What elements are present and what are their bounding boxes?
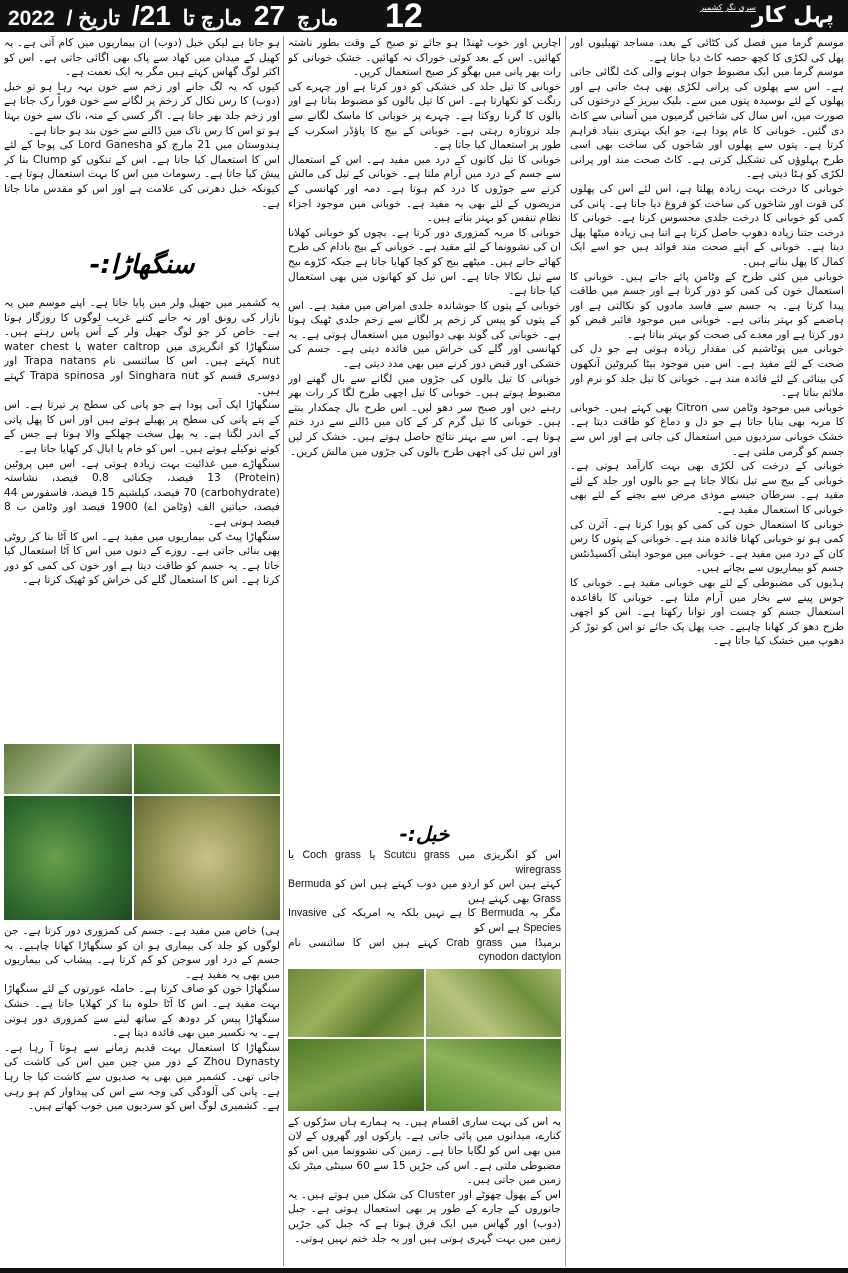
left-column-middle [4,296,280,740]
intro-line [288,906,561,935]
paragraph: خوبانی کا تیل بالوں کی جڑوں میں لگانے سے بال گھنے اور مضبوط ہوتے ہیں۔ خوبانی کا تیل اچھی طرح لگا کر رات بھر رہنے دیں اور صبح سر دھو لیں۔ اس طرح بال چمکدار بنتے ہیں۔ خوبانی کا تیل گرم کر کے کان میں ڈالنے سے درد ختم ہوتا ہے۔ اس سے بہتر نتائج حاصل ہوتے ہیں۔ خشک کر لیں اور اس تیل کی اچھی طرح بالوں کی جڑوں میں مالش کریں۔ [288,372,561,458]
paragraph: ہڈیوں کی مضبوطی کے لئے بھی خوبانی مفید ہے۔ خوبانی کا جوس پینے سے بخار میں آرام ملتا ہے۔ خوبانی کا باقاعدہ استعمال جسم کو چست اور توانا رکھتا ہے۔ اس کو اچھی طرح دھو کر کھانا چاہیے۔ جب پھل پک جائے تو اس کو توڑ کر دھوپ میں خشک کیا جاتا ہے۔ [570,576,844,648]
text: مگر یہ [529,907,561,920]
grass-photo-4 [426,1039,562,1111]
date-label: تاریخ [78,7,121,30]
intro-line [288,877,561,906]
singhara-photo-2 [134,744,280,794]
term: Bermuda [480,907,524,920]
text: کہتے ہیں اس کو اردو میں دوب کہتے ہیں اس کو [335,878,561,891]
section-heading-khabal: خبل:- [399,822,450,846]
text: بھی کہتے ہیں [467,892,530,905]
term: wiregrass [515,863,561,876]
intro-line: اس کو انگریزی میں Scutcu grass یا Coch grass یا wiregrass [288,849,561,876]
grass-photo-2 [426,969,562,1037]
text: کہتے ہیں اس کا سائنسی نام [288,936,439,949]
paragraph: ہی) خاص میں مفید ہے۔ جسم کی کمزوری دور کرتا ہے۔ جن لوگوں کو جلد کی بیماری ہو ان کو سنگھاڑا کھانا چاہیے۔ یہ جسم کے درد اور سوجن کو کم کرتا ہے۔ پیشاب کی بیماریوں میں بھی یہ مفید ہے۔ [4,925,280,981]
paragraph: خوبانی کا استعمال خون کی کمی کو پورا کرتا ہے۔ آئرن کی کمی ہو تو خوبانی کھانا فائدہ مند ہے۔ خوبانی کے پتوں کا رس کان کے درد میں مفید ہے۔ خوبانی میں موجود اینٹی آکسیڈنٹس جسم کو بیماریوں سے بچاتے ہیں۔ [570,518,844,575]
text: برمیڈا میں [510,936,561,949]
middle-column-bottom [288,1115,561,1266]
grass-photo-grid [288,969,561,1111]
paragraph: اس کے پھول چھوٹے اور Cluster کی شکل میں ہوتے ہیں۔ یہ جانوروں کے چارے کے طور پر بھی استعمال ہوتی ہے۔ جبل (دوب) اور گھاس میں ایک فرق ہوتا ہے کہ جبل کی جڑیں زمین میں بہت گہری ہوتی ہیں اور یہ جلد ختم نہیں ہوتی۔ [288,1188,561,1245]
paragraph: خوبانی میں کئی طرح کے وٹامن پائے جاتے ہیں۔ خوبانی کا استعمال خون کی کمی کو دور کرتا ہے اور جسم میں طاقت پیدا کرتا ہے۔ یہ جسم سے فاسد مادوں کو نکالتی ہے اور ہاضمے کو بہتر بناتی ہے۔ خوبانی میں موجود فائبر قبض کو دور کرتا ہے اور معدے کی صحت کو بہتر بناتا ہے۔ [570,270,844,341]
term: Coch grass [302,849,361,861]
text: ہے اس کو [474,921,520,934]
newspaper-logo: پہل کار [751,3,834,28]
left-column-bottom [4,924,280,1266]
paragraph: سنگھاڑا کا استعمال بہت قدیم زمانے سے ہوتا آ رہا ہے۔ Zhou Dynasty کے دور میں چین میں اس کی کاشت کی جاتی تھی۔ کشمیر میں بھی یہ صدیوں سے کاشت کیا جا رہا ہے۔ پانی کی آلودگی کی وجہ سے اس کی پیداوار کم ہو رہی ہے۔ کشمیری لوگ اس کو سردیوں میں خوب کھاتے ہیں۔ [4,1041,280,1113]
paragraph: خوبانی کا تیل جلد کی خشکی کو دور کرتا ہے اور چہرے کی رنگت کو نکھارتا ہے۔ اس کا تیل بالوں کو مضبوط بناتا ہے اور بالوں کا گرنا روکتا ہے۔ چہرے پر خوبانی کا ماسک لگانے سے جلد تروتازہ رہتی ہے۔ خوبانی کے بیج کا پاؤڈر اسکرب کے طور پر استعمال کیا جاتا ہے۔ [288,80,561,152]
paragraph: سنگھاڑے میں غذائیت بہت زیادہ ہوتی ہے۔ اس میں پروٹین (Protein) 13 فیصد، چکنائی 0.8 فیصد، نشاستہ (carbohydrate) 70 فیصد، کیلشیم 15 فیصد، فاسفورس 44 فیصد، حیاتین الف (وٹامن اے) 1900 فیصد اور وٹامن ب 8 فیصد ہوتی ہے۔ [4,457,280,528]
singhara-nuts-photo [134,796,280,920]
issue-date [8,0,344,35]
paragraph: خوبانی کے درخت کی لکڑی بھی بہت کارآمد ہوتی ہے۔ خوبانی کے بیج سے تیل نکالا جاتا ہے جو بالوں اور جلد کے لئے مفید ہے۔ سرطان جیسے موذی مرض سے بچنے کے لئے بھی خوبانی کا استعمال مفید ہے۔ [570,460,844,516]
paragraph: خوبانی میں پوٹاشیم کی مقدار زیادہ ہوتی ہے جو دل کی صحت کے لئے مفید ہے۔ اس میں موجود بیٹا کیروٹین آنکھوں کی بینائی کے لئے فائدہ مند ہے۔ خوبانی کا تیل جلد کو نرم اور ملائم بناتا ہے۔ [570,343,844,400]
khabal-section [288,820,561,1266]
paragraph: ہندوستان میں 21 مارچ کو Lord Ganesha کی پوجا کے لئے اس کا استعمال کیا جاتا ہے۔ اس کے تنکوں کو Clump بنا کر پیش کیا جاتا ہے۔ رسومات میں اس کا بہت استعمال ہوتا ہے۔ کیونکہ خبل دھرتی کی علامت ہے اور اس کو مقدس مانا جاتا ہے۔ [4,139,280,210]
paragraph: سنگھاڑا پیٹ کی بیماریوں میں مفید ہے۔ اس کا آٹا بنا کر روٹی بھی بنائی جاتی ہے۔ روزے کے دنوں میں اس کا آٹا استعمال کیا جاتا ہے۔ یہ جسم کو طاقت دیتا ہے اور خون کی کمی کو دور کرتا ہے۔ اس کا استعمال گلے کی خراش کو ٹھیک کرتا ہے۔ [4,530,280,587]
paragraph: سنگھاڑا خون کو صاف کرتا ہے۔ حاملہ عورتوں کے لئے سنگھاڑا بہت مفید ہے۔ اس کا آٹا حلوہ بنا کر کھلایا جاتا ہے۔ خشک سنگھاڑا پیس کر دودھ کے ساتھ لینے سے کمزوری دور ہوتی ہے۔ یہ نکسیر میں بھی فائدہ دیتا ہے۔ [4,983,280,1040]
paragraph: اچاریں اور خوب ٹھنڈا ہو جائے تو صبح کے وقت بطور ناشتہ کھائیں۔ اس کے بعد کوئی خوراک نہ کھائیں۔ خشک خوبانی کو رات بھر پانی میں بھگو کر صبح استعمال کریں۔ [288,37,561,79]
paragraph: خوبانی کے پتوں کا جوشاندہ جلدی امراض میں مفید ہے۔ اس کے پتوں کو پیس کر زخم پر لگانے سے زخم جلدی ٹھیک ہوتا ہے۔ خوبانی کی گوند بھی دوائیوں میں استعمال ہوتی ہے۔ یہ کھانسی اور گلے کی خراش میں فائدہ دیتی ہے۔ جسم کی خشکی اور قبض دور کرنے میں بھی مدد دیتی ہے۔ [288,299,561,371]
left-column-top [4,36,280,246]
grass-photo-1 [288,969,424,1037]
right-column [570,36,844,1266]
grass-photo-3 [288,1039,424,1111]
date-to: مارچ تا [182,7,243,30]
khabal-intro [288,848,561,965]
paragraph: موسم گرما میں ایک مضبوط جوان ہونے والی کٹ لگائی جاتی ہے۔ اس سے پھلوں کی پرانی لکڑی بھی ہٹ جاتی ہے اور پھلوں کے لئے بوسیدہ پتوں میں سے۔ بلیک بیریز کے درختوں کی صورت میں، اس سال کی شاخیں گرمیوں میں آسانی سے کاٹ دی گئیں۔ خوبانی کا عام پودا ہے، جو ایک بہتری بنیاد فراہم کرتا ہے۔ پتوں سے پھلوں اور شاخوں کی ساخت بھی اسی طرح پہلوؤں کی تشکیل کرتی ہے۔ کاٹ صحت مند اور پرانی لکڑی کو ہٹا دیتی ہے۔ [570,66,844,181]
paragraph: یہ کشمیر میں جھیل ولر میں پایا جاتا ہے۔ اپنے موسم میں یہ بازار کی رونق اور نہ جانے کتنے غریب لوگوں کا روزگار ہوتا ہے۔ خاص کر جو لوگ جھیل ولر کے آس پاس رہتے ہیں۔ سنگھاڑا کو انگریزی میں water caltrop یا water chest nut کہتے ہیں۔ اس کا سائنسی نام Trapa natans اور دوسری قسم کو Singhara nut اور Trapa spinosa کہتے ہیں۔ [4,297,280,397]
paragraph: سنگھاڑا ایک آبی پودا ہے جو پانی کی سطح پر تیرتا ہے۔ اس کے پتے پانی کی سطح پر پھیلے ہوتے ہیں اور اس کا پھل پانی کے اندر لگتا ہے۔ یہ پھل سخت چھلکے والا ہوتا ہے جس کے کونے نوکیلے ہوتے ہیں۔ اس کو خام یا ابال کر کھایا جاتا ہے۔ [4,399,280,455]
date-year: 2022 [8,7,55,30]
masthead [0,0,848,35]
middle-column-top [288,36,561,816]
date-day-end: 27 [253,0,286,31]
paragraph: کیوں کہ یہ لگ جانے اور زخم سے خون بہہ رہا ہو تو خبل (دوب) کا رس نکال کر زخم پر لگانے سے خون فوراً رک جاتا ہے اور زخم جلد بھر جاتا ہے۔ اگر کسی کے منہ، ناک سے خون بہتا ہو تو اس کا رس ناک میں ڈالنے سے خون بند ہو جاتا ہے۔ [4,80,280,137]
term: Bermuda Grass [288,878,561,905]
page-number: 12 [385,0,423,35]
paragraph: ہو جاتا ہے لیکن خبل (دوب) ان بیماریوں میں کام آتی ہے۔ یہ کھیل کے میدان میں کھاد سے پاک بھی اگائی جاتی ہے۔ اس کو اکثر لوگ گھاس کہتے ہیں مگر یہ ایک نعمت ہے۔ [4,37,280,79]
paragraph: خوبانی میں موجود وٹامن سی Citron بھی کہتے ہیں۔ خوبانی کا مربہ بھی بنایا جاتا ہے جو دل و دماغ کو طاقت دیتا ہے۔ خشک خوبانی سردیوں میں استعمال کی جاتی ہے اور اس سے جسم کو گرمی ملتی ہے۔ [570,401,844,458]
tagline: سری نگر کشمیر [700,3,756,12]
term: cynodon dactylon [478,951,561,964]
term: Scutcu grass [383,849,450,861]
paragraph: موسم گرما میں فصل کی کٹائی کے بعد، مساجد تھیلیوں اور پھل کی لکڑی کا کچھ حصہ کاٹ دیا جاتا ہے۔ [570,37,844,64]
singhara-photo-1 [4,744,132,794]
term: Crab grass [446,936,503,949]
column-divider [283,36,284,1266]
date-day-start: 21/ [131,0,171,31]
paragraph: یہ اس کی بہت ساری اقسام ہیں۔ یہ ہمارے ہاں سڑکوں کے کنارے، میدانوں میں پائی جاتی ہے۔ پارکوں اور گھروں کے لان میں بھی اس کو لگایا جاتا ہے۔ زمین کی نشوونما میں اس کو مضبوطی ملتی ہے۔ اس کی جڑیں 15 سے 60 سینٹی میٹر تک زمین میں جاتی ہیں۔ [288,1115,561,1187]
column-divider [565,36,566,1266]
term: Invasive Species [288,907,561,934]
paragraph: خوبانی کا درخت بہت زیادہ پھلتا ہے، اس لئے اس کی پھلوں کی قوت اور شاخوں کی ساخت کو فروغ دیا جاتا ہے۔ پانی کی کمی کو خوبانی کا درخت جلدی محسوس کرتا ہے۔ خوبانی کا درخت جتنا زیادہ دھوپ حاصل کرتا ہے اتنا ہی زیادہ میٹھا پھل دیتا ہے۔ خوبانی کے اپنے صحت مند فوائد ہیں جو اسے ایک کمال کا پھل بناتے ہیں۔ [570,182,844,268]
date-month: / مارچ [66,7,339,30]
text: اس کو انگریزی میں [458,849,561,861]
water-caltrop-leaves-photo [4,796,132,920]
page-footer-bar [0,1268,848,1273]
paragraph: خوبانی کا تیل کانوں کے درد میں مفید ہے۔ اس کے استعمال سے جسم کے درد میں آرام ملتا ہے۔ خوبانی کے تیل کی مالش کرنے سے جوڑوں کا درد کم ہوتا ہے۔ دمہ اور کھانسی کے مریضوں کے لئے بھی یہ مفید ہے۔ خوبانی میں موجود اجزاء نظام تنفس کو بہتر بناتے ہیں۔ [288,153,561,225]
text: کا ہے نہیں بلکہ یہ امریکہ کی [332,907,476,920]
paragraph: خوبانی کا مربہ کمزوری دور کرتا ہے۔ بچوں کو خوبانی کھلانا ان کی نشوونما کے لئے مفید ہے۔ خوبانی کے بیج بادام کی طرح کھائے جاتے ہیں۔ میٹھے بیج کو کچا کھایا جاتا ہے جبکہ کڑوے بیج سے تیل نکالا جاتا ہے۔ اس تیل کو کھانوں میں بھی استعمال کیا جاتا ہے۔ [288,226,561,298]
section-heading-singhara: سنگھاڑا:- [89,250,195,280]
intro-line [288,936,561,965]
